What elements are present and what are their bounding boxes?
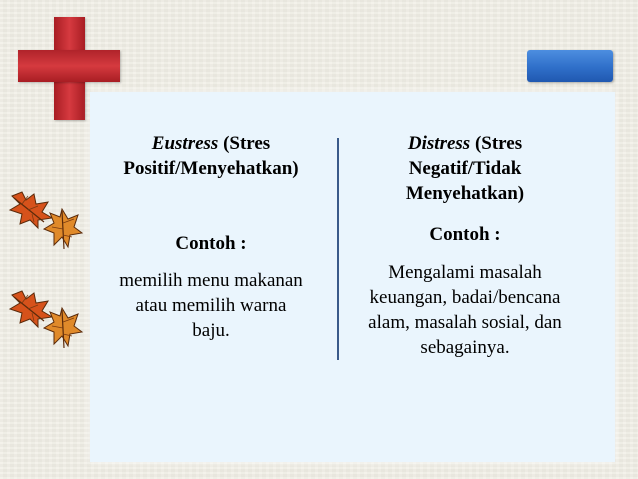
- distress-example-line: Mengalami masalah: [388, 262, 542, 283]
- eustress-heading-line2: Positif/Menyehatkan): [123, 158, 299, 179]
- eustress-example-line: atau memilih warna: [135, 295, 287, 316]
- distress-example-line: keuangan, badai/bencana: [369, 287, 561, 308]
- autumn-leaf-icon: [42, 207, 84, 251]
- red-cross-icon-bar: [18, 50, 120, 82]
- distress-heading: [339, 131, 591, 206]
- distress-heading-line2: Negatif/Tidak: [408, 158, 522, 179]
- distress-example-line: alam, masalah sosial, dan: [368, 312, 562, 333]
- eustress-example-label: Contoh :: [175, 233, 247, 254]
- distress-term: Distress: [407, 133, 471, 154]
- distress-example-text: [339, 260, 591, 360]
- eustress-heading: [90, 131, 332, 181]
- distress-example-line: sebagainya.: [420, 337, 510, 358]
- eustress-example-line: memilih menu makanan: [119, 270, 303, 291]
- blue-decorative-bar: [527, 50, 613, 82]
- distress-example-label: Contoh :: [429, 224, 501, 245]
- autumn-leaf-icon: [42, 306, 84, 350]
- distress-heading-line1: (Stres: [470, 133, 523, 154]
- eustress-term: Eustress: [151, 133, 219, 154]
- eustress-heading-line1: (Stres: [218, 133, 271, 154]
- eustress-example-line: baju.: [192, 320, 230, 341]
- distress-heading-line3: Menyehatkan): [405, 183, 525, 204]
- eustress-example-text: [90, 268, 332, 343]
